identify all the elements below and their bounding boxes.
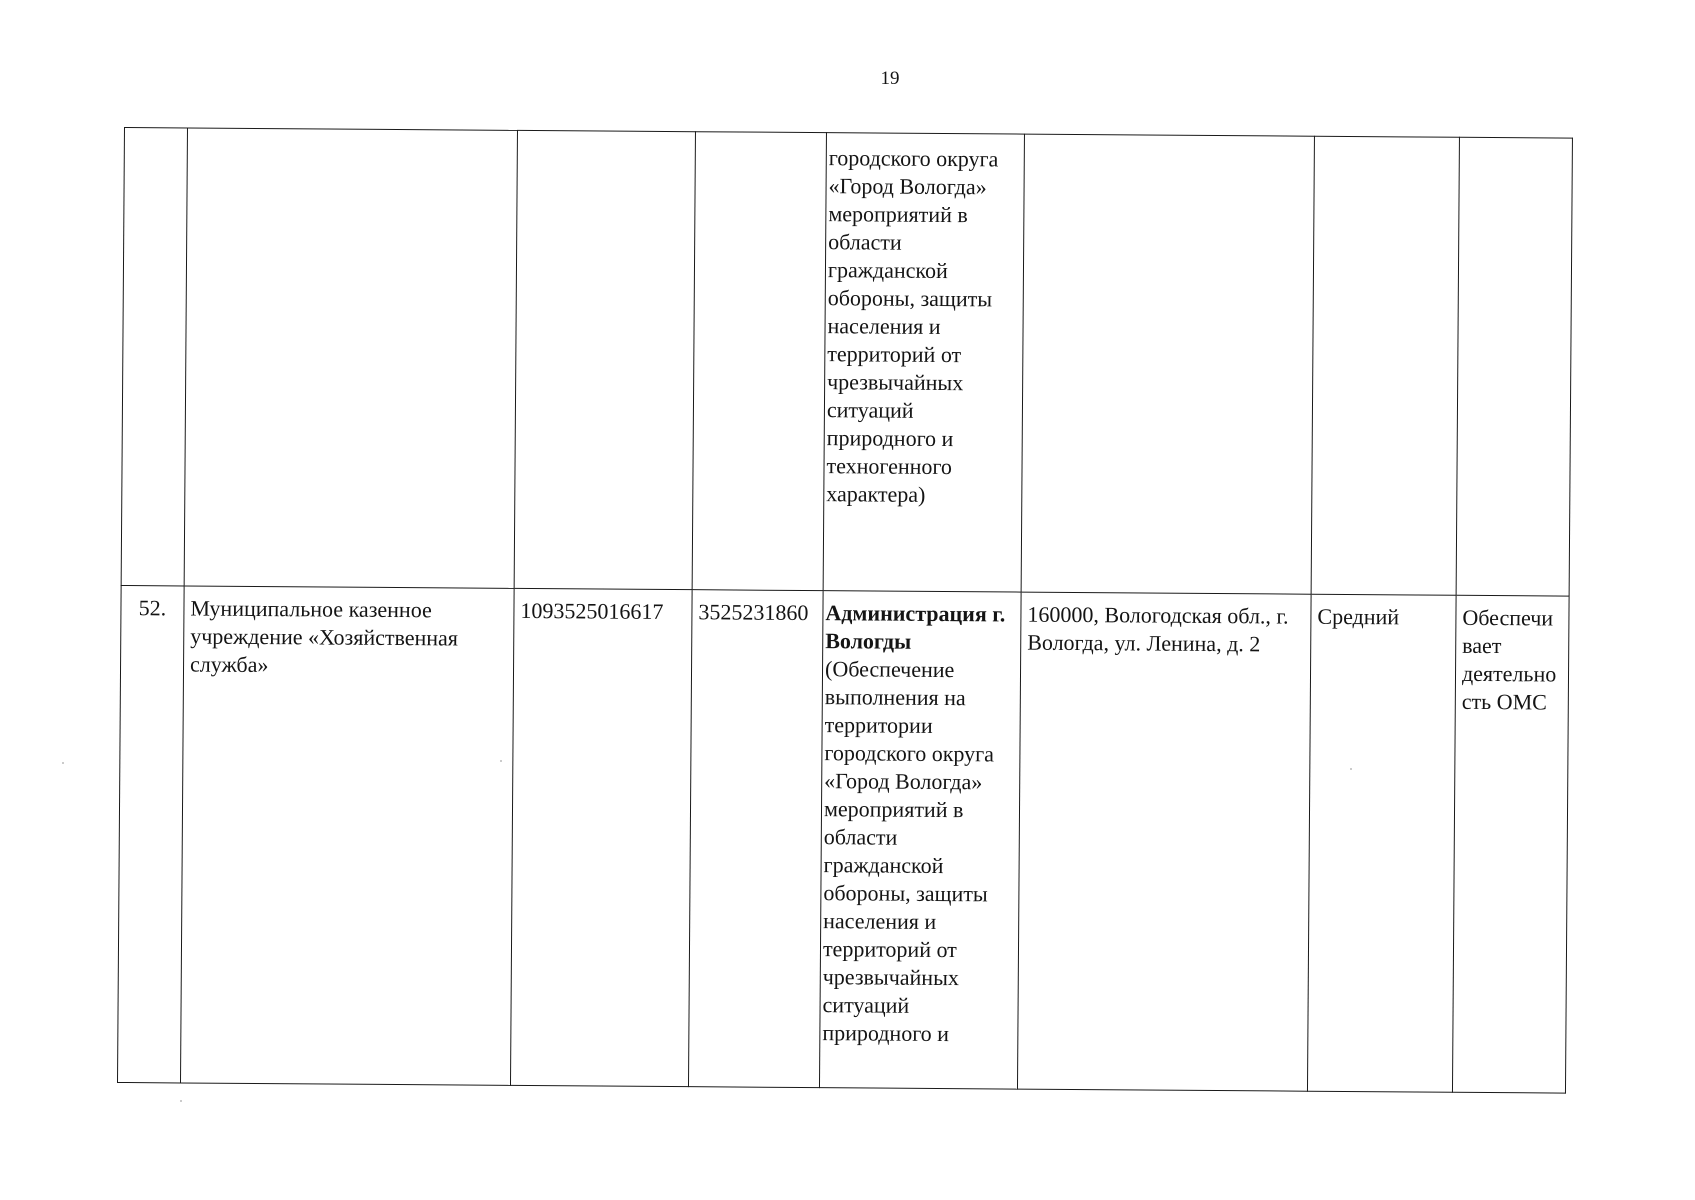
registry-table <box>117 127 1573 1094</box>
scan-speck <box>1350 768 1352 770</box>
scan-speck <box>500 760 502 762</box>
cell-index: 52. <box>117 585 184 1082</box>
cell-name <box>184 128 517 588</box>
scan-speck <box>62 762 64 764</box>
page-number: 19 <box>880 68 900 89</box>
table-row-continuation <box>121 128 1572 597</box>
cell-inn: 3525231860 <box>688 590 823 1088</box>
cell-activity <box>823 133 1024 592</box>
cell-note: Обеспечивает деятельность ОМС <box>1452 595 1569 1093</box>
cell-name: Муниципальное казенное учреждение «Хозяйственная служба» <box>180 586 514 1085</box>
activity-text: городского округа «Город Вологда» мероприятий в области гражданской обороны, защиты населения и территорий от чрезвычайных ситуаций природного и техногенного характера) <box>826 145 999 507</box>
cell-address: 160000, Вологодская обл., г. Вологда, ул. Ленина, д. 2 <box>1017 592 1311 1091</box>
cell-risk <box>1311 136 1459 595</box>
scan-speck <box>180 1100 182 1102</box>
cell-address <box>1021 134 1314 594</box>
cell-activity <box>819 591 1021 1089</box>
cell-note <box>1456 137 1572 596</box>
activity-text: (Обеспечение выполнения на территории городского округа «Город Вологда» мероприятий в области гражданской обороны, защиты населения и территорий от чрезвычайных ситуаций природного и <box>822 656 995 1047</box>
cell-inn <box>692 132 826 591</box>
organization-name: Администрация г. Вологды <box>825 600 1006 654</box>
cell-ogrn: 1093525016617 <box>510 588 692 1086</box>
table-row-52 <box>117 585 1569 1093</box>
cell-index <box>121 128 187 586</box>
cell-ogrn <box>514 130 695 589</box>
cell-risk: Средний <box>1307 594 1456 1092</box>
